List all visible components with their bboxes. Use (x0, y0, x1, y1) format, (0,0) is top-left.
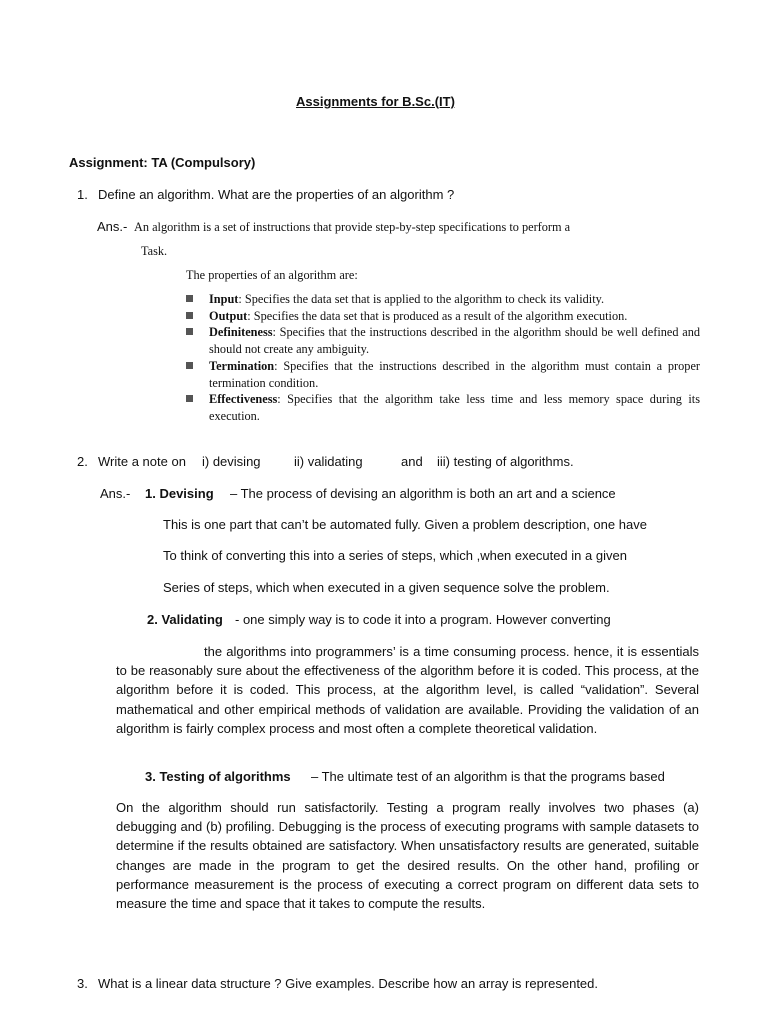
property-term: Definiteness (209, 325, 273, 340)
validating-heading: 2. Validating (147, 612, 223, 627)
testing-heading: 3. Testing of algorithms (145, 769, 291, 784)
question-3-text: What is a linear data structure ? Give examples. Describe how an array is represented. (98, 976, 599, 991)
question-2-number: 2. (77, 454, 88, 469)
square-bullet-icon (186, 328, 193, 335)
validating-line-1: - one simply way is to code it into a program. However converting (235, 612, 611, 627)
properties-intro: The properties of an algorithm are: (186, 268, 358, 282)
property-term: Termination (209, 358, 275, 373)
property-item (186, 308, 700, 325)
question-2-part-4: and (401, 454, 423, 469)
question-1-number: 1. (77, 187, 88, 202)
question-3-number: 3. (77, 976, 88, 991)
devising-line-3: To think of converting this into a series of steps, which ,when executed in a given (163, 548, 627, 563)
answer-1-line-2: Task. (141, 244, 168, 258)
property-desc: : Specifies that the instructions described in the algorithm must contain a proper termination condition. (209, 358, 700, 390)
property-desc: : Specifies that the algorithm take less time and less memory space during its execution. (209, 392, 700, 423)
answer-1-label: Ans.- (97, 219, 128, 234)
answer-2-label: Ans.- (100, 486, 131, 501)
question-2-part-1: Write a note on (98, 454, 186, 469)
document-title: Assignments for B.Sc.(IT) (296, 94, 455, 109)
validating-paragraph: the algorithms into programmers’ is a time consuming process. hence, it is essentials to be reasonably sure about the effectiveness of the algorithm before it is coded. This process, at the algorithm before it is coded. This process, at the algorithm level, is called “validation”. Several mathematical and other empirical methods of validation are available. Providing the validation of an algorithm is fairly complex process and most often a complete theoretical validation. (116, 644, 699, 736)
question-1-text: Define an algorithm. What are the properties of an algorithm ? (98, 187, 455, 202)
square-bullet-icon (186, 295, 193, 302)
devising-line-1: – The process of devising an algorithm is both an art and a science (230, 486, 616, 501)
property-item (186, 358, 700, 391)
property-term: Output (209, 308, 248, 323)
property-item (186, 291, 700, 308)
property-desc: : Specifies the data set that is produced as a result of the algorithm execution. (247, 308, 628, 323)
property-item (186, 391, 700, 424)
square-bullet-icon (186, 395, 193, 402)
property-desc: : Specifies that the instructions described in the algorithm should be well defined and should not create any ambiguity. (209, 325, 700, 357)
question-2-part-5: iii) testing of algorithms. (437, 454, 574, 469)
devising-line-2: This is one part that can’t be automated fully. Given a problem description, one have (163, 517, 647, 532)
square-bullet-icon (186, 312, 193, 319)
testing-line-1: – The ultimate test of an algorithm is that the programs based (311, 769, 665, 784)
answer-1-line-1: An algorithm is a set of instructions that provide step-by-step specifications to perform a (134, 220, 571, 234)
question-2-part-2: i) devising (202, 454, 261, 469)
property-term: Effectiveness (209, 392, 278, 407)
property-term: Input (209, 292, 239, 306)
testing-paragraph: On the algorithm should run satisfactorily. Testing a program really involves two phases (a) debugging and (b) profiling. Debugging is the process of executing programs with sample datasets to determine if the results obtained are satisfactory. When unsatisfactory results are generated, suitable changes are made in the program to get the desired results. On the other hand, profiling or performance measurement is the process of executing a correct program on different data sets to measure the time and space that it takes to compute the results. (116, 800, 699, 912)
question-2-part-3: ii) validating (294, 454, 363, 469)
devising-heading: 1. Devising (145, 486, 214, 501)
property-item (186, 324, 700, 357)
square-bullet-icon (186, 362, 193, 369)
properties-list (186, 291, 700, 425)
devising-line-4: Series of steps, which when executed in a given sequence solve the problem. (163, 580, 610, 595)
property-desc: : Specifies the data set that is applied to the algorithm to check its validity. (238, 292, 605, 306)
assignment-heading: Assignment: TA (Compulsory) (69, 155, 256, 170)
